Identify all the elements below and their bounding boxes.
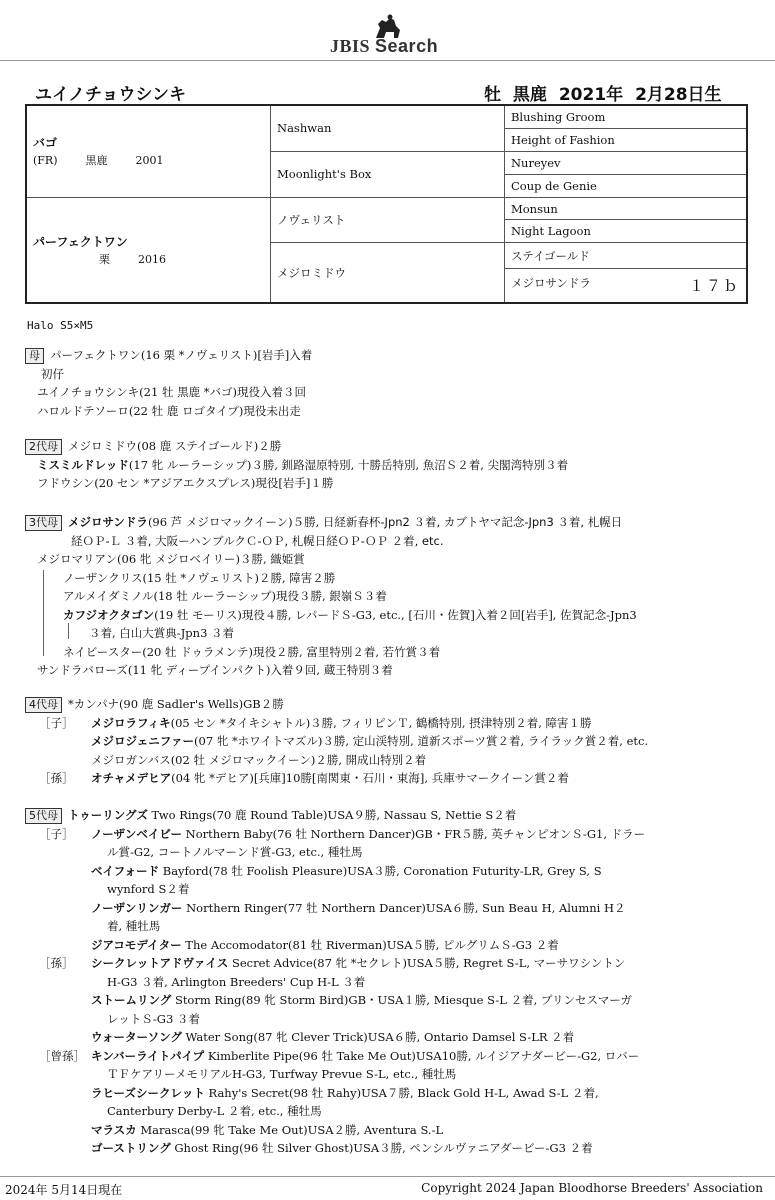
dam-name[interactable]: パーフェクトワン: [33, 234, 128, 249]
descendant-2: アルメイダミノル(18 牡 ルーラーシップ)現役３勝, 銀嶺Ｓ３着: [63, 589, 387, 603]
sire-color: 黒鹿: [85, 154, 108, 168]
dam-cell: [26, 197, 271, 303]
section-2nd-dam: [25, 437, 750, 493]
grandchild-name: ストームリング: [91, 993, 172, 1007]
3rd-dam-record: (96 芦 メジロマックイーン)５勝,: [147, 515, 320, 529]
child-record-cont: ル賞-G2, コートノルマーンド賞-G3, etc., 種牡馬: [107, 845, 363, 859]
child-record: (05 セン *タイキシャトル)３勝, フィリピンＴ, 鶴橋特別, 摂津特別２着, 障害１勝: [170, 715, 592, 730]
logo-text: JBIS: [330, 36, 371, 56]
footer-divider: [0, 1176, 775, 1177]
child-record: Northern Ringer(77 牡 Northern Dancer)USA６勝, Sun Beau H, Alumni H２: [186, 900, 626, 915]
horse-profile: [484, 80, 722, 105]
badge-3rd-dam: 3代母: [25, 515, 62, 531]
dd-d[interactable]: メジロサンドラ: [510, 276, 591, 291]
grandchild-record: Storm Ring(89 牝 Storm Bird)GB・USA１勝, Miesque S-L ２着, プリンセスマーガ: [174, 993, 632, 1007]
child-name: ジアコモデイター: [91, 937, 182, 952]
sire-sire[interactable]: Nashwan: [271, 105, 505, 151]
dam-sire[interactable]: ノヴェリスト: [271, 197, 505, 243]
foal-1: ユイノチョウシンキ(21 牡 黒鹿 *バゴ)現役入着３回: [37, 385, 306, 399]
child-record: Bayford(78 牡 Foolish Pleasure)USA３勝, Coronation Futurity-LR, Grey S, S: [162, 863, 602, 878]
ggchild-record: Ghost Ring(96 牡 Silver Ghost)USA３勝, ペンシルヴァニアダービー-G3 ２着: [174, 1141, 593, 1155]
first-foal: 初仔: [41, 366, 64, 381]
child-name: ノーザンリンガー: [91, 900, 183, 915]
tag-child: ［子］: [39, 715, 74, 730]
sandra-barrows: サンドラバローズ(11 牝 ディープインパクト)入着９回, 蔵王特別３着: [37, 663, 393, 677]
ggchild-record: Kimberlite Pipe(96 牡 Take Me Out)USA10勝, ルイジアナダービー-G2, ロバー: [207, 1048, 640, 1063]
2nd-dam-line: メジロミドウ(08 鹿 ステイゴールド)２勝: [68, 439, 282, 453]
horse-sex: 牡: [484, 85, 501, 105]
sire-name[interactable]: バゴ: [33, 136, 58, 151]
child-line: メジロガンバス(02 牡 メジロマックイーン)２勝, 開成山特別２着: [91, 752, 427, 767]
tag-grandchild: ［孫］: [39, 771, 74, 785]
4th-dam-line: *カンパナ(90 鹿 Sadler's Wells)GB２勝: [68, 697, 284, 711]
3rd-dam-races: 日経新春杯-Jpn2 ３着, カブトヤマ記念-Jpn3 ３着, 札幌日: [322, 515, 623, 529]
ggchild-record: Rahy's Secret(98 牡 Rahy)USA７勝, Black Gold H-L, Awad S-L ２着,: [208, 1085, 599, 1100]
badge-2nd-dam: 2代母: [25, 439, 62, 455]
foal-line: フドウシン(20 セン *アジアエクスプレス)現役[岩手]１勝: [37, 476, 334, 490]
section-3rd-dam: [25, 513, 750, 680]
descendant-4: ネイビースター(20 牡 ドゥラメンテ)現役２勝, 富里特別２着, 若竹賞３着: [63, 644, 441, 659]
inbreeding: Halo S5×M5: [27, 319, 94, 332]
horse-name: ユイノチョウシンキ: [35, 85, 187, 105]
tag-great-grandchild: ［曾孫］: [39, 1048, 85, 1063]
foal-name: ミスミルドレッド: [37, 457, 129, 472]
horse-color: 黒鹿: [512, 85, 547, 105]
grandchild-name: ウォーターソング: [91, 1030, 182, 1044]
5th-dam-name: トゥーリングズ: [68, 808, 148, 822]
child-name: ノーザンベイビー: [91, 826, 182, 841]
child-record: Northern Baby(76 牡 Northern Dancer)GB・FR５勝, 英チャンピオンＳ-G1, ドラー: [185, 826, 646, 841]
sire-year: 2001: [135, 154, 164, 168]
grandchild-record-cont: H-G3 ３着, Arlington Breeders' Cup H-L ３着: [107, 974, 366, 989]
section-dam: [25, 346, 750, 420]
child-name: ベイフォード: [91, 863, 160, 878]
foal-2: ハロルドテソーロ(22 牡 鹿 ロゴタイプ)現役未出走: [37, 403, 301, 418]
grandchild-record: (04 牝 *デヒア)[兵庫]10勝[南関東・石川・東海], 兵庫サマークイーン賞２着: [171, 771, 569, 785]
dam-line: パーフェクトワン(16 栗 *ノヴェリスト)[岩手]入着: [50, 348, 313, 362]
3rd-dam-name: メジロサンドラ: [68, 515, 148, 529]
kafuji-octagon-name: カフジオクタゴン: [63, 607, 155, 622]
badge-dam: 母: [25, 348, 44, 364]
descendant-1: ノーザンクリス(15 牡 *ノヴェリスト)２勝, 障害２勝: [63, 570, 336, 585]
ggchild-name: キンバーライトパイプ: [91, 1048, 205, 1063]
footer-date: 2024年 5月14日現在: [5, 1183, 123, 1197]
horse-birth: 2021年 2月28日生: [558, 85, 722, 105]
ggchild-record-cont: Canterbury Derby-L ２着, etc., 種牡馬: [107, 1104, 322, 1118]
child-record: (07 牝 *ホワイトマズル)３勝, 定山渓特別, 道新スポーツ賞２着, ライラック賞２着, etc.: [194, 734, 649, 748]
pedigree-table: [25, 104, 748, 304]
ggchild-name: ゴーストリング: [91, 1141, 171, 1155]
dd-s[interactable]: ステイゴールド: [504, 243, 747, 269]
footer-copyright: Copyright 2024 Japan Bloodhorse Breeders' Association: [421, 1181, 763, 1195]
logo-search-text: Search: [375, 36, 439, 56]
ggchild-record: Marasca(99 牝 Take Me Out)USA２勝, Aventura S.-L: [140, 1122, 444, 1137]
dam-year: 2016: [138, 252, 166, 266]
grandchild-name: シークレットアドヴァイス: [91, 956, 229, 970]
badge-5th-dam: 5代母: [25, 808, 62, 824]
kafuji-octagon-record: (19 牡 モーリス)現役４勝, レパードＳ-G3, etc., [石川・佐賀]入着２回[岩手], 佐賀記念-Jpn3: [154, 607, 637, 622]
family-number: １７ｂ: [688, 277, 740, 296]
ggchild-record-cont: ＴＦケアリーメモリアルH-G3, Turfway Prevue S-L, etc., 種牡馬: [107, 1067, 457, 1081]
child-record-cont: 着, 種牡馬: [107, 919, 161, 933]
tree-line: [43, 570, 44, 656]
mejiro-marian: メジロマリアン(06 牝 メジロベイリー)３勝, 織姫賞: [37, 552, 305, 566]
child-name: メジロラフィキ: [91, 715, 171, 730]
sd-d[interactable]: Coup de Genie: [504, 174, 747, 197]
tree-line: [68, 623, 69, 639]
dam-dam[interactable]: メジロミドウ: [271, 243, 505, 303]
ss-s[interactable]: Blushing Groom: [504, 105, 747, 129]
grandchild-record: Secret Advice(87 牝 *セクレト)USA５勝, Regret S-L, マーサワシントン: [231, 956, 626, 970]
jbis-logo[interactable]: [0, 8, 775, 58]
foal-record: (17 牝 ルーラーシップ)３勝, 釧路湿原特別, 十勝岳特別, 魚沼Ｓ２着, 尖閣湾特別３着: [128, 457, 569, 472]
ggchild-name: ラヒーズシークレット: [91, 1085, 205, 1100]
sd-s[interactable]: Nureyev: [504, 151, 747, 174]
ds-d[interactable]: Night Lagoon: [504, 220, 747, 243]
section-4th-dam: [25, 695, 750, 788]
dd-d-cell: [504, 269, 747, 303]
ss-d[interactable]: Height of Fashion: [504, 129, 747, 152]
child-record: The Accomodator(81 牡 Riverman)USA５勝, ピルグリムＳ-G3 ２着: [185, 937, 559, 952]
ggchild-name: マラスカ: [91, 1122, 137, 1137]
child-name: メジロジェニファー: [91, 734, 195, 748]
grandchild-name: オチャメデヒア: [91, 771, 172, 785]
kafuji-octagon-cont: ３着, 白山大賞典-Jpn3 ３着: [89, 626, 235, 640]
tag-child: ［子］: [39, 826, 74, 841]
header-divider: [0, 60, 775, 61]
dam-color: 栗: [99, 252, 110, 266]
ds-s[interactable]: Monsun: [504, 197, 747, 220]
3rd-dam-races-cont: 経ＯＰ-Ｌ ３着, 大阪ーハンブルクＣ-ＯＰ, 札幌日経ＯＰ-ＯＰ ２着, etc.: [71, 533, 444, 548]
tag-grandchild: ［孫］: [39, 956, 74, 970]
sire-dam[interactable]: Moonlight's Box: [271, 151, 505, 197]
sire-cell: [26, 105, 271, 197]
badge-4th-dam: 4代母: [25, 697, 62, 713]
grandchild-record-cont: レットＳ-G3 ３着: [107, 1011, 200, 1026]
grandchild-record: Water Song(87 牝 Clever Trick)USA６勝, Ontario Damsel S-LR ２着: [185, 1030, 575, 1044]
sire-origin: (FR): [33, 154, 58, 168]
5th-dam-record: Two Rings(70 鹿 Round Table)USA９勝, Nassau S, Nettie S２着: [151, 808, 517, 822]
section-5th-dam: [25, 806, 750, 1158]
child-record-cont: wynford S２着: [107, 882, 190, 896]
